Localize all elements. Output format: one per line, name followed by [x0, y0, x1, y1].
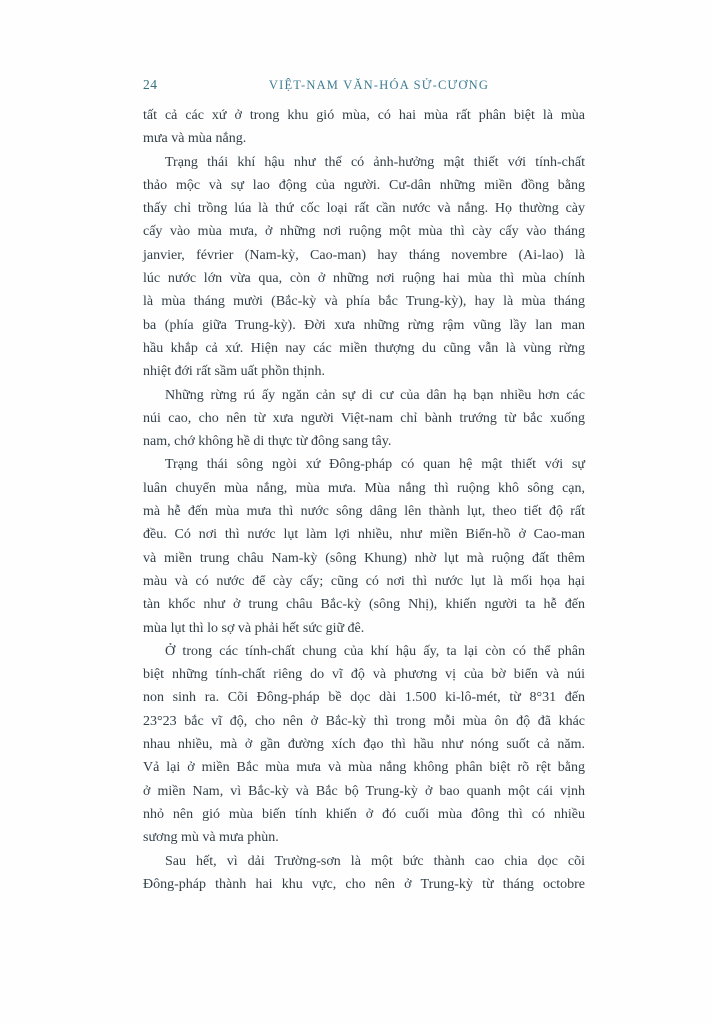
text-line: hầu khắp cả xứ. Hiện nay các miền thượng du cũng vẫn là vùng rừng — [143, 340, 585, 356]
text-line: Trạng thái sông ngòi xứ Đông-pháp có quan hệ mật thiết với sự — [165, 457, 585, 473]
paragraph — [143, 850, 585, 897]
text-line: nam, chớ không hề di thực từ đông sang tây. — [143, 434, 392, 450]
text-line: và miền trung châu Nam-kỳ (sông Khung) nhờ lụt mà ruộng đất thêm — [143, 550, 585, 566]
text-line: ở miền Nam, vì Bắc-kỳ và Bắc bộ Trung-kỳ ở bao quanh một cái vịnh — [143, 783, 585, 799]
text-line: tất cả các xứ ở trong khu gió mùa, có hai mùa rất phân biệt là mùa — [143, 108, 585, 123]
running-title: VIỆT-NAM VĂN-HÓA SỬ-CƯƠNG — [268, 78, 490, 92]
text-line: núi cao, cho nên từ xưa người Việt-nam chỉ bành trướng từ bắc xuống — [143, 410, 585, 426]
text-line: Sau hết, vì dải Trường-sơn là một bức thành cao chia dọc cõi — [165, 853, 585, 869]
text-line: luân chuyển mùa nắng, mùa mưa. Mùa nắng thì ruộng khô sông cạn, — [143, 480, 585, 496]
text-line: ba (phía giữa Trung-kỳ). Đời xưa những rừng rậm vũng lầy lan man — [143, 317, 585, 333]
text-line: mà hễ đến mùa mưa thì nước sông dâng lên thành lụt, theo tiết độ rất — [143, 504, 585, 520]
text-line: non sinh ra. Cõi Đông-pháp bề dọc dài 1.500 ki-lô-mét, từ 8°31 đến — [143, 690, 585, 706]
text-line: mùa lụt thì lo sợ và phải hết sức giữ đê. — [143, 620, 365, 636]
text-line: thấy chỉ trồng lúa là thứ cốc loại rất cần nước và nắng. Họ thường cày — [143, 201, 585, 217]
paragraph — [143, 453, 585, 639]
text-line: Ở trong các tính-chất chung của khí hậu ấy, ta lại còn có thể phân — [165, 643, 585, 659]
text-line: nhiệt đới rất sầm uất phồn thịnh. — [143, 364, 325, 380]
text-line: đều. Có nơi thì nước lụt làm lợi nhiều, như miền Biển-hồ ở Cao-man — [143, 527, 585, 543]
paragraph — [143, 384, 585, 454]
text-line: thảo mộc và sự lao động của người. Cư-dân những miền đồng bằng — [143, 177, 585, 193]
text-line: lúc nước lớn vừa qua, còn ở những nơi ruộng hai mùa thì mùa chính — [143, 271, 585, 287]
page-body — [143, 104, 585, 896]
text-line: biệt những tính-chất riêng do vĩ độ và phương vị của bờ biển và núi — [143, 667, 585, 683]
text-line: tàn khốc như ở trung châu Bắc-kỳ (sông Nhị), khiến người ta hễ đến — [143, 597, 585, 613]
text-line: 23°23 bắc vĩ độ, cho nên ở Bắc-kỳ thì trong mỗi mùa ôn độ đã khác — [143, 713, 585, 729]
text-line: sương mù và mưa phùn. — [143, 830, 279, 846]
text-line: nhỏ nên gió mùa biến tính khiến ở đó cuối mùa đông thì có nhiều — [143, 806, 585, 822]
text-line: màu và có nước để cày cấy; cũng có nơi thì nước lụt là mối họa hại — [143, 573, 585, 589]
text-line: Vả lại ở miền Bắc mùa mưa và mùa nắng không phân biệt rõ rệt bằng — [143, 760, 585, 776]
paragraph — [143, 151, 585, 384]
text-line: cấy vào mùa mưa, ở những nơi ruộng một mùa thì cày cấy vào tháng — [143, 224, 585, 240]
text-line: Đông-pháp thành hai khu vực, cho nên ở Trung-kỳ từ tháng octobre — [143, 876, 585, 892]
text-line: mưa và mùa nắng. — [143, 131, 247, 147]
paragraph — [143, 640, 585, 850]
paragraph — [143, 104, 585, 151]
text-line: nhau nhiều, mà ở gần đường xích đạo thì hầu như nóng suốt cả năm. — [143, 737, 585, 753]
text-line: là mùa tháng mười (Bắc-kỳ và phía bắc Trung-kỳ), hay là mùa tháng — [143, 294, 585, 310]
page-header — [143, 77, 585, 93]
text-line: janvier, février (Nam-kỳ, Cao-man) hay tháng novembre (Ai-lao) là — [143, 247, 585, 263]
text-line: Những rừng rú ấy ngăn cản sự di cư của dân hạ bạn nhiều hơn các — [165, 387, 585, 403]
page-number: 24 — [143, 77, 158, 92]
text-line: Trạng thái khí hậu như thế có ảnh-hưởng mật thiết với tính-chất — [165, 154, 585, 170]
